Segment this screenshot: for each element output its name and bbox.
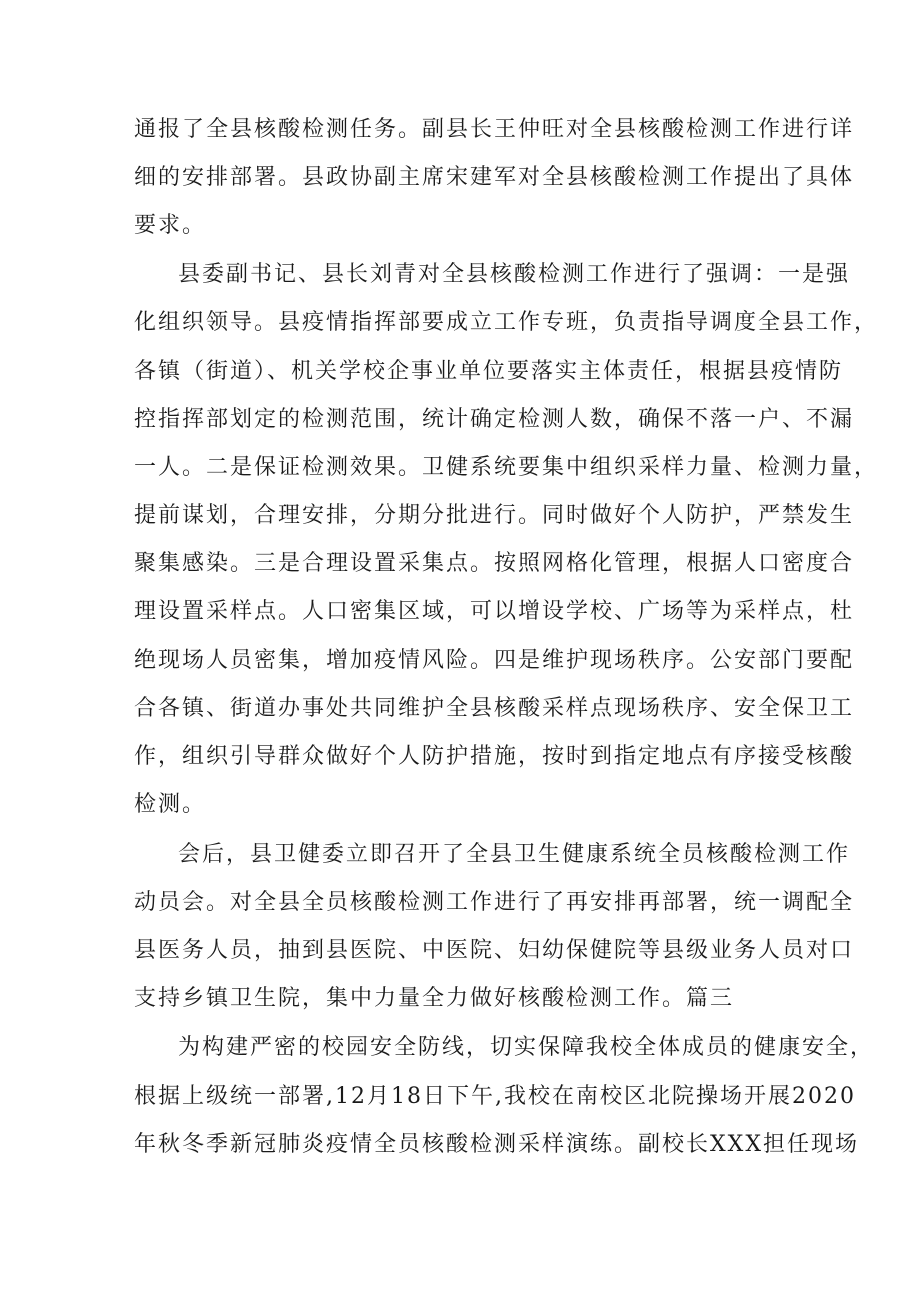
paragraph-4-line-2: 根据上级统一部署,12月18日下午,我校在南校区北院操场开展2020	[134, 1084, 856, 1109]
paragraph-3-line-4: 支持乡镇卫生院，集中力量全力做好核酸检测工作。篇三	[134, 986, 735, 1011]
paragraph-2-line-8: 理设置采样点。人口密集区域，可以增设学校、广场等为采样点，杜	[134, 599, 855, 624]
paragraph-2-line-1: 县委副书记、县长刘青对全县核酸检测工作进行了强调：一是强	[178, 262, 851, 287]
paragraph-2-line-10: 合各镇、街道办事处共同维护全县核酸采样点现场秩序、安全保卫工	[134, 696, 855, 721]
paragraph-4-line-3: 年秋冬季新冠肺炎疫情全员核酸检测采样演练。副校长XXX担任现场	[134, 1132, 859, 1157]
paragraph-2-line-4: 控指挥部划定的检测范围，统计确定检测人数，确保不落一户、不漏	[134, 407, 855, 432]
paragraph-1-line-1: 通报了全县核酸检测任务。副县长王仲旺对全县核酸检测工作进行详	[134, 117, 855, 142]
paragraph-2-line-5: 一人。二是保证检测效果。卫健系统要集中组织采样力量、检测力量，	[134, 455, 879, 480]
paragraph-2-line-2: 化组织领导。县疫情指挥部要成立工作专班，负责指导调度全县工作，	[134, 310, 879, 335]
paragraph-1-line-2: 细的安排部署。县政协副主席宋建军对全县核酸检测工作提出了具体	[134, 165, 855, 190]
paragraph-2-line-3: 各镇（街道）、机关学校企事业单位要落实主体责任，根据县疫情防	[134, 359, 844, 384]
paragraph-2-line-6: 提前谋划，合理安排，分期分批进行。同时做好个人防护，严禁发生	[134, 503, 855, 528]
paragraph-2-line-11: 作，组织引导群众做好个人防护措施，按时到指定地点有序接受核酸	[134, 744, 855, 769]
paragraph-3-line-3: 县医务人员，抽到县医院、中医院、妇幼保健院等县级业务人员对口	[134, 938, 855, 963]
paragraph-4-line-1: 为构建严密的校园安全防线，切实保障我校全体成员的健康安全，	[178, 1035, 875, 1060]
paragraph-2-line-9: 绝现场人员密集，增加疫情风险。四是维护现场秩序。公安部门要配	[134, 648, 855, 673]
paragraph-3-line-2: 动员会。对全县全员核酸检测工作进行了再安排再部署，统一调配全	[134, 890, 855, 915]
paragraph-1-line-3: 要求。	[134, 213, 207, 238]
paragraph-2-line-12: 检测。	[134, 792, 207, 817]
paragraph-2-line-7: 聚集感染。三是合理设置采集点。按照网格化管理，根据人口密度合	[134, 551, 855, 576]
paragraph-3-line-1: 会后，县卫健委立即召开了全县卫生健康系统全员核酸检测工作	[178, 842, 851, 867]
